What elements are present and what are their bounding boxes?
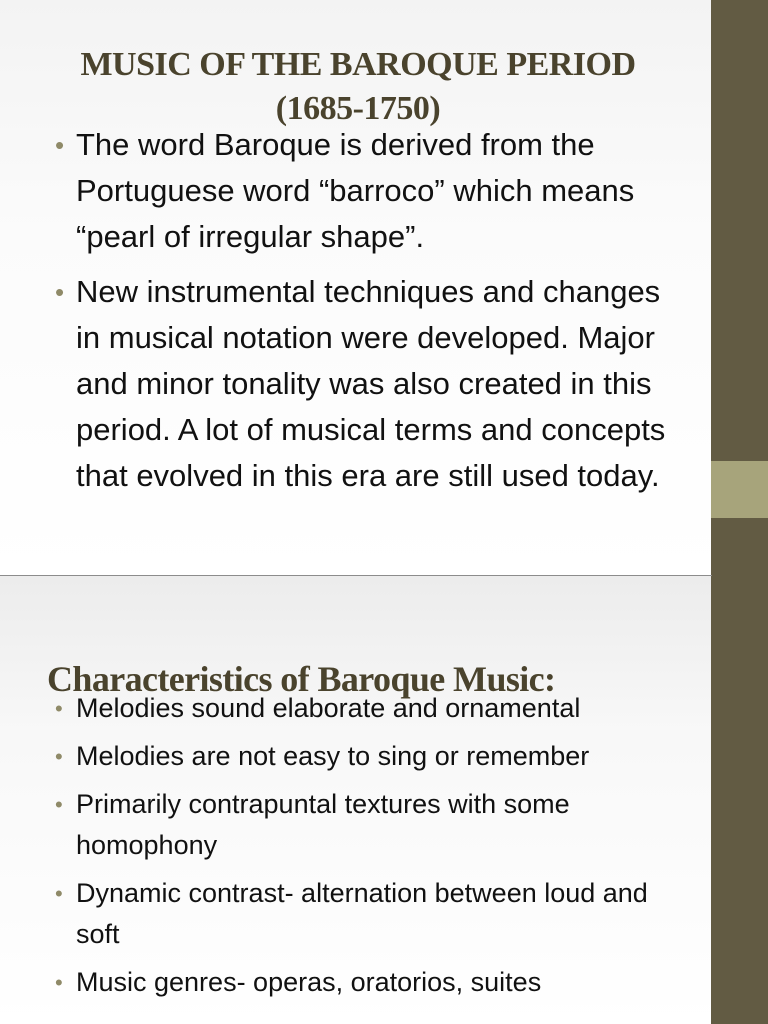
bullet-dot-icon: • (55, 277, 65, 307)
bullet-item (55, 736, 695, 777)
bullet-dot-icon: • (55, 696, 63, 721)
slide-side-bar (711, 576, 768, 1024)
bullet-dot-icon: • (55, 130, 65, 160)
bullet-item (55, 873, 695, 955)
bullet-text: Dynamic contrast- alternation between loud and soft (76, 878, 648, 949)
bullet-text: Primarily contrapuntal textures with some homophony (76, 789, 570, 860)
bullet-text: Music genres- operas, oratorios, suites (76, 967, 542, 997)
slide-title (0, 43, 716, 131)
slide-divider (0, 575, 712, 576)
slide-2 (0, 576, 768, 1024)
bullet-list (55, 122, 685, 508)
bullet-text: Melodies sound elaborate and ornamental (76, 693, 581, 723)
bullet-item (55, 688, 695, 729)
bullet-list (55, 688, 695, 1010)
bullet-dot-icon: • (55, 881, 63, 906)
slide-title-line: (1685-1750) (275, 89, 441, 127)
bullet-item (55, 269, 685, 499)
bullet-item (55, 784, 695, 866)
bullet-item (55, 962, 695, 1003)
bullet-dot-icon: • (55, 744, 63, 769)
slide-title: Characteristics of Baroque Music: (47, 658, 556, 699)
bullet-dot-icon: • (55, 792, 63, 817)
slide-title-line: MUSIC OF THE BAROQUE PERIOD (80, 45, 636, 83)
bullet-dot-icon: • (55, 970, 63, 995)
bullet-text: The word Baroque is derived from the Portuguese word “barroco” which means “pearl of irregular shape”. (76, 127, 635, 254)
bullet-item (55, 122, 685, 260)
bullet-text: Melodies are not easy to sing or remember (76, 741, 590, 771)
slide-side-accent (711, 461, 768, 518)
bullet-text: New instrumental techniques and changes in musical notation were developed. Major and minor tonality was also created in this period. A lot of musical terms and concepts that evolved in this era are still used today. (76, 274, 666, 493)
